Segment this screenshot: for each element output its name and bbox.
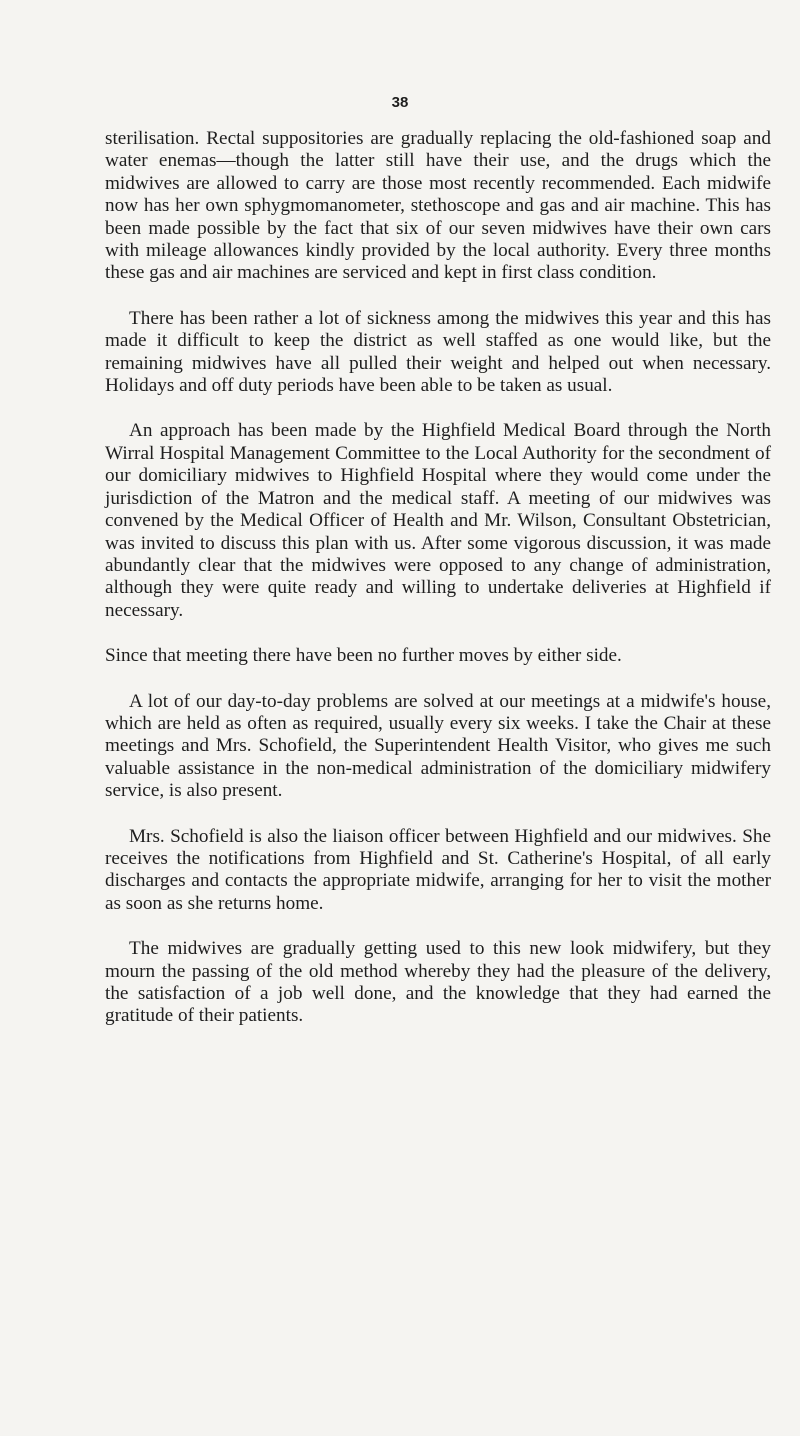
paragraph-sterilisation: sterilisation. Rectal suppositories are gradually replacing the old-fashioned soap and water enemas—though the latter still have their use, and the drugs which the midwives are allowed to carry are those most recently recommended. Each midwife now has her own sphygmomanometer, stethoscope and gas and air machine. This has been made possible by the fact that six of our seven midwives have their own cars with mileage allowances kindly provided by the local authority. Every three months these gas and air machines are serviced and kept in first class condition. [105, 128, 771, 284]
paragraph-liaison-officer: Mrs. Schofield is also the liaison officer between Highfield and our midwives. She receives the notifications from Highfield and St. Catherine's Hospital, of all early discharges and contacts the appropriate midwife, arranging for her to visit the mother as soon as she returns home. [105, 825, 771, 914]
page-number: 38 [391, 94, 409, 111]
paragraph-since-meeting: Since that meeting there have been no further moves by either side. [105, 645, 622, 667]
body-text [105, 128, 771, 1051]
paragraph-new-look-midwifery: The midwives are gradually getting used to this new look midwifery, but they mourn the passing of the old method whereby they had the pleasure of the delivery, the satisfaction of a job well done, and the knowledge that they had earned the gratitude of their patients. [105, 938, 771, 1027]
paragraph-highfield-approach: An approach has been made by the Highfield Medical Board through the North Wirral Hospital Management Committee to the Local Authority for the secondment of our domiciliary midwives to Highfield Hospital where they would come under the jurisdiction of the Matron and the medical staff. A meeting of our midwives was convened by the Medical Officer of Health and Mr. Wilson, Consultant Obstetrician, was invited to discuss this plan with us. After some vigorous discussion, it was made abundantly clear that the midwives were opposed to any change of administration, although they were quite ready and willing to undertake deliveries at Highfield if necessary. [105, 420, 771, 621]
paragraph-sickness: There has been rather a lot of sickness among the midwives this year and this has made it difficult to keep the district as well staffed as one would like, but the remaining midwives have all pulled their weight and helped out when necessary. Holidays and off duty periods have been able to be taken as usual. [105, 307, 771, 397]
paragraph-meetings: A lot of our day-to-day problems are solved at our meetings at a midwife's house, which are held as often as required, usually every six weeks. I take the Chair at these meetings and Mrs. Schofield, the Superintendent Health Visitor, who gives me such valuable assistance in the non-medical administration of the domiciliary midwifery service, is also present. [105, 690, 771, 802]
